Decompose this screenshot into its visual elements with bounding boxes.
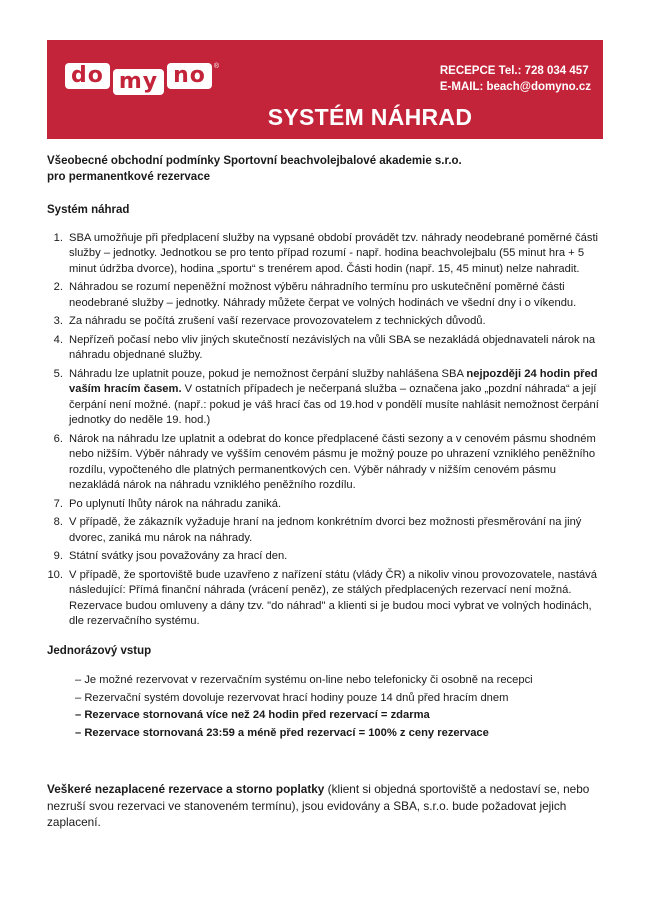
- list-item: – Rezervace stornovaná 23:59 a méně před rezervací = 100% z ceny rezervace: [75, 726, 489, 739]
- section-heading-refunds: Systém náhrad: [47, 204, 130, 216]
- single-entry-list: [47, 673, 603, 741]
- list-item: 3. Za náhradu se počítá zrušení vaší rezervace provozovatelem z technických důvodů.: [53, 315, 486, 327]
- contact-info: [440, 63, 591, 95]
- deadline-emphasis: nejpozději 24 hodin před vaším hracím časem.: [69, 367, 598, 395]
- logo-part-do: do: [65, 63, 110, 89]
- unpaid-reservations-note: [47, 781, 603, 831]
- domyno-logo: [65, 63, 219, 97]
- page-title: SYSTÉM NÁHRAD: [267, 104, 473, 130]
- list-item: 1. SBA umožňuje při předplacení služby na vypsané období provádět tzv. náhrady neodebrané poměrné části služby – jednotky. Jednotkou se pro tento případ rozumí - např. hodina beachvolejbalu (55 minut hra + 5 minut údržba dvorce), hodina „sportu“ s trenérem apod. Části hodin (např. 15, 45 minut) nelze nahradit.: [53, 231, 599, 275]
- list-item: 5. Náhradu lze uplatnit pouze, pokud je nemožnost čerpání služby nahlášena SBA nejpozději 24 hodin před vaším hracím časem. V ostatních případech je nečerpaná služba – označena jako „pozdní náhrada“ a její čerpání není možné. (např.: pokud je váš hrací čas od 19.hod v pondělí musíte nahlásit nemožnost čerpání jednotky do neděle 19. hod.): [53, 367, 599, 426]
- list-item: – Rezervační systém dovoluje rezervovat hrací hodiny pouze 14 dnů před hracím dnem: [75, 691, 509, 704]
- intro-line-1: Všeobecné obchodní podmínky Sportovní beachvolejbalové akademie s.r.o.: [47, 155, 462, 167]
- refund-terms-list: [47, 231, 603, 630]
- list-item: 2. Náhradou se rozumí nepeněžní možnost výběru náhradního termínu pro uskutečnění poměrné části neodebrané služby – jednotky. Náhrady můžete čerpat ve volných hodinách ve všední dny i o víkendu.: [53, 281, 577, 309]
- logo-part-no: no: [167, 63, 212, 89]
- registered-mark: ®: [213, 63, 220, 70]
- unpaid-note-rest: (klient si objedná sportoviště a nedostaví se, nebo nezruší svou rezervaci ve stanoveném termínu), jsou evidovány a SBA, s.r.o. bude požadovat jejich zaplacení.: [47, 782, 590, 829]
- header-banner: [47, 40, 603, 139]
- list-item: – Je možné rezervovat v rezervačním systému on-line nebo telefonicky či osobně na recepci: [75, 674, 533, 686]
- list-item: 7. Po uplynutí lhůty nárok na náhradu zaniká.: [53, 497, 282, 510]
- contact-email: E-MAIL: beach@domyno.cz: [439, 81, 591, 93]
- intro-line-2: pro permanentkové rezervace: [47, 171, 210, 183]
- section-heading-single-entry: Jednorázový vstup: [47, 644, 152, 657]
- list-item: – Rezervace stornovaná více než 24 hodin před rezervací = zdarma: [75, 709, 430, 721]
- list-item: 4. Nepřízeň počasí nebo vliv jiných skutečností nezávislých na vůli SBA se nezakládá objednavateli nárok na náhradu objednané služby.: [53, 333, 596, 361]
- document-body: [47, 153, 603, 842]
- intro-heading: [47, 153, 603, 185]
- unpaid-note-bold: Veškeré nezaplacené rezervace a storno poplatky: [47, 782, 325, 796]
- list-item: 9. Státní svátky jsou považovány za hrací den.: [53, 550, 288, 562]
- list-item: 10. V případě, že sportoviště bude uzavřeno z nařízení státu (vlády ČR) a nikoliv vinou provozovatele, nastává následující: Přímá finanční náhrada (vrácení peněz), ze stálých předplacených rezervací není možná. Rezervace budou omluveny a dány tzv. "do náhrad" a klienti si je budou moci vybrat ve volných hodinách, dle rezervačního systému.: [47, 568, 597, 627]
- reception-phone: RECEPCE Tel.: 728 034 457: [439, 65, 589, 77]
- list-item: 8. V případě, že zákazník vyžaduje hraní na jednom konkrétním dvorci bez možnosti přesměrování na jiný dvorec, zaniká mu nárok na náhrady.: [53, 516, 582, 544]
- logo-part-my: my: [113, 69, 164, 95]
- list-item: 6. Nárok na náhradu lze uplatnit a odebrat do konce předplacené části sezony a v cenovém pásmu shodném nebo nižším. Výběr náhrady ve vyšším cenovém pásmu je možný pouze po uhrazení vzniklého peněžního rozdílu, vypočteného dle platných permanentkových cen. Výběr náhrady v nižším cenovém pásmu nezakládá nárok na náhradu vzniklého peněžního rozdílu.: [53, 432, 596, 491]
